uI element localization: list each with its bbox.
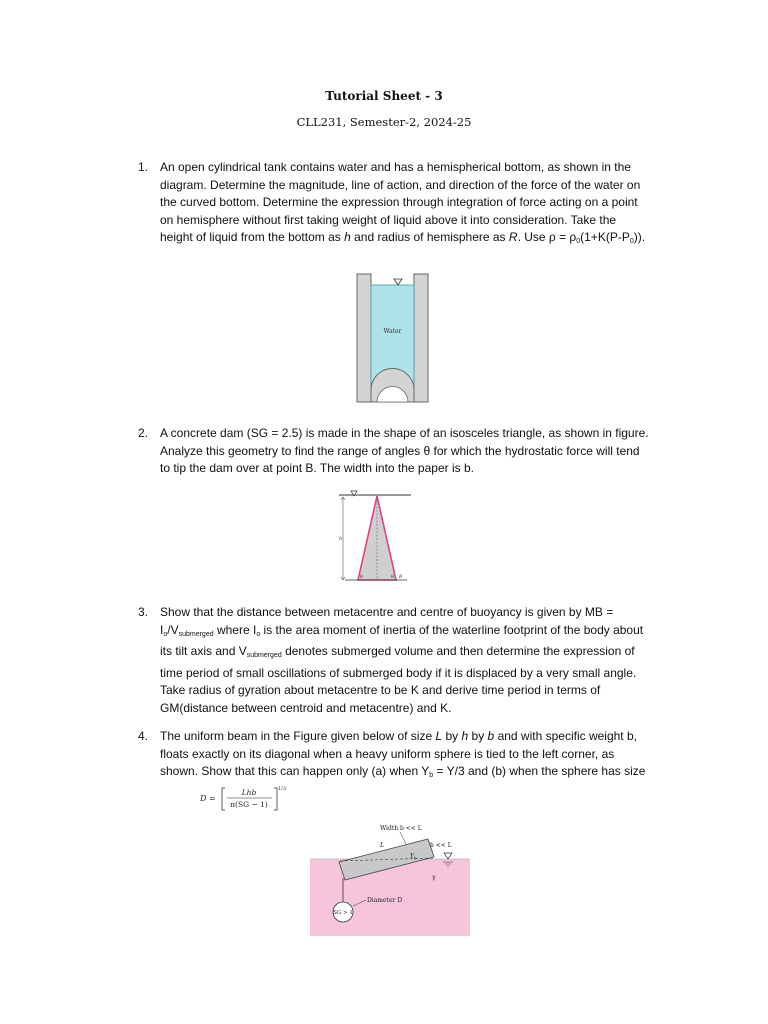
formula-numerator: Lhb — [241, 788, 257, 797]
length-label: L — [380, 842, 384, 849]
question-number: 3. — [138, 605, 149, 619]
document-title: Tutorial Sheet - 3 — [325, 89, 443, 103]
question-text: An open cylindrical tank contains water and has a hemispherical bottom, as shown in the diagram. Determine the magnitude, line of action, and direction of the force of the water on the curved bottom. Determine the expression through integration of force acting on a point on hemisphere without first taking weight of liquid above it into consideration. Take the height of liquid from the bottom as h and radius of hemisphere as R. Use $\rho = \rho_0(1+K(P-P_0))$. — [160, 160, 646, 246]
beam-figure — [310, 820, 470, 936]
theta-right-label: θ — [391, 575, 394, 580]
question-number: 2. — [138, 426, 149, 440]
diameter-label: Diameter D — [367, 897, 403, 904]
question-text: Show that the distance between metacentre and centre of buoyancy is given by MB = $I_o/V_{submerged}$ where $I_o$ is the area moment of inertia of the waterline footprint of the body about its tilt axis and $V_{submerged}$ denotes submerged volume and then determine the expression of time period of small oscillations of submerged body if it is displaced by a very small angle. Take radius of gyration about metacentre to be K and derive time period in terms of GM(distance between centroid and metacentre) and K. — [160, 605, 644, 715]
sphere-label: SG > 1 — [333, 910, 353, 916]
dam-figure — [335, 488, 415, 584]
formula-exponent: 1/3 — [278, 786, 287, 792]
document-subtitle: CLL231, Semester-2, 2024-25 — [296, 115, 472, 129]
height-label: h << L — [430, 842, 452, 849]
water-label: Water — [383, 328, 402, 335]
question-number: 1. — [138, 160, 149, 174]
theta-left-label: θ — [360, 575, 363, 580]
width-label: Width b << L — [380, 825, 422, 832]
tank-figure — [355, 272, 430, 404]
free-surface-icon — [394, 279, 402, 285]
question-number: 4. — [138, 729, 149, 743]
question-text: A concrete dam (SG = 2.5) is made in the shape of an isosceles triangle, as shown in figure. Analyze this geometry to find the range of angles θ for which the hydrostatic force will tend to tip the dam over at point B. The width into the paper is b. — [160, 426, 649, 476]
question-text: The uniform beam in the Figure given below of size L by h by b and with specific weight b, floats exactly on its diagonal when a heavy uniform sphere is tied to the left corner, as shown. Show that this can happen only (a) when $Y_b = Y/3$ and (b) when the sphere has size — [160, 729, 646, 780]
formula-lhs: D = — [200, 794, 216, 803]
point-b-label: B — [399, 575, 403, 580]
diameter-formula — [198, 783, 287, 813]
gamma-label: γ — [432, 874, 436, 881]
formula-denominator: π(SG − 1) — [230, 800, 268, 809]
yb-label: $Y_b$ — [410, 853, 417, 861]
h-label: h — [339, 536, 343, 542]
